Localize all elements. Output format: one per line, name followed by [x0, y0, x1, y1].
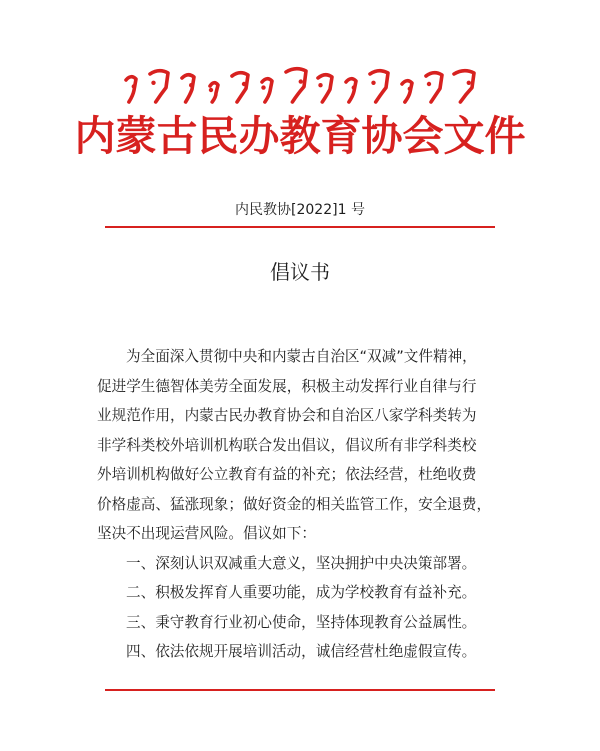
- bottom-red-rule: [105, 689, 495, 691]
- mongolian-glyph: [232, 73, 248, 102]
- proposal-body: [97, 342, 507, 667]
- body-line: 坚决不出现运营风险。倡议如下：: [97, 525, 316, 542]
- proposal-item: 一、深刻认识双减重大意义，坚决拥护中央决策部署。: [126, 554, 477, 572]
- mongolian-glyph: [209, 83, 218, 102]
- body-line: 促进学生德智体美劳全面发展，积极主动发挥行业自律与行: [97, 377, 477, 395]
- body-line: 非学科类校外培训机构联合发出倡议，倡议所有非学科类校: [97, 436, 477, 454]
- proposal-item: 二、积极发挥育人重要功能，成为学校教育有益补充。: [126, 584, 477, 601]
- body-line: 外培训机构做好公立教育有益的补充；依法经营，杜绝收费: [97, 466, 477, 483]
- mongolian-glyph: [261, 79, 272, 102]
- mongolian-glyph: [426, 73, 442, 102]
- mongolian-glyph: [182, 75, 194, 102]
- mongolian-glyph: [346, 79, 356, 102]
- mongolian-glyph: [318, 75, 332, 102]
- top-red-rule: [105, 226, 495, 228]
- mongolian-glyph: [126, 77, 136, 102]
- body-line: 为全面深入贯彻中央和内蒙古自治区“双减”文件精神，: [126, 348, 477, 365]
- mongolian-script-header: [118, 64, 484, 104]
- document-number: 内民教协[2022]1 号: [235, 202, 365, 218]
- mongolian-glyph: [454, 71, 474, 102]
- body-line: 价格虚高、猛涨现象；做好资金的相关监管工作，安全退费，: [97, 495, 492, 513]
- mongolian-script-glyphs: [118, 64, 484, 104]
- mongolian-glyph: [150, 71, 168, 102]
- proposal-title: 倡议书: [270, 260, 330, 284]
- mongolian-glyph: [370, 71, 388, 102]
- document-title: 内蒙古民办教育协会文件: [74, 112, 526, 160]
- proposal-item: 四、依法依规开展培训活动，诚信经营杜绝虚假宣传。: [126, 643, 477, 660]
- body-line: 业规范作用，内蒙古民办教育协会和自治区八家学科类转为: [97, 407, 477, 424]
- proposal-item: 三、秉守教育行业初心使命，坚持体现教育公益属性。: [126, 613, 477, 631]
- mongolian-glyph: [402, 81, 412, 102]
- mongolian-glyph: [286, 69, 306, 102]
